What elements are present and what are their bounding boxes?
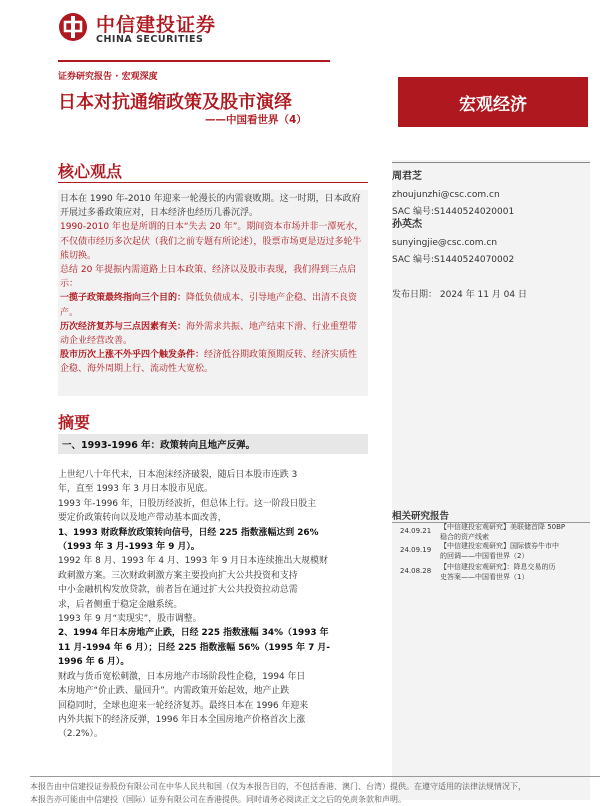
related-item-title <box>440 562 590 582</box>
core-point-2-bold: 历次经济复苏与三点因素有关： <box>60 321 187 332</box>
core-paragraph-3: 总结 20 年提振内需道路上日本政策、经济以及股市表现，我们得到三点启示： <box>60 265 357 290</box>
author-1-name: 周君芝 <box>392 171 422 182</box>
summary-line: 本房地产“价止跌、量回升”。内需政策开始起效，地产止跌 <box>58 686 290 697</box>
summary-line: 上世纪八十年代末，日本泡沫经济破裂，随后日本股市连跌 3 <box>58 470 298 480</box>
summary-line: 中小金融机构发放贷款，前者旨在通过扩大公共投资拉动总需 <box>58 585 298 596</box>
related-item-line: 史答案——中国看世界（1） <box>440 573 529 581</box>
related-item-line: 【中信建投宏观研究】：降息交易的历 <box>440 563 556 571</box>
summary-heading: 摘要 <box>58 413 91 432</box>
summary-line: 年，直至 1993 年 3 月日本股市见底。 <box>58 484 213 495</box>
summary-line: 财政与货币宽松刺激，日本房地产市场阶段性企稳，1994 年日 <box>58 671 306 682</box>
summary-line: 要定价政策转向以及地产带动基本面改善， <box>58 513 227 524</box>
summary-line: 求，后者侧重于稳定金融系统。 <box>58 599 183 610</box>
related-item-line: 的回调——中国看世界（2） <box>440 552 529 560</box>
core-paragraph-2: 1990-2010 年也是所谓的日本“失去 20 年”。期间资本市场并非一潭死水，不仅债市经历多次起伏（我们之前专题有所论述），股票市场更是迈过多轮牛熊切换。 <box>60 222 364 261</box>
summary-line: （1993 年 3 月-1993 年 9 月）。 <box>58 542 200 553</box>
footer-line-2: 本报告亦可能由中信建投（国际）证券有限公司在香港提供。同时请务必阅读正文之后的免责条款和声明。 <box>30 795 406 804</box>
related-item-line: 【中信建投宏观研究】国际债券牛市中 <box>440 542 559 550</box>
report-title: 日本对抗通缩政策及股市演绎 <box>58 92 292 113</box>
summary-line: 2、1994 年日本房地产止跌，日经 225 指数涨幅 34%（1993 年 <box>58 628 329 639</box>
footer-disclaimer <box>30 780 600 806</box>
related-item-line: 【中信建投宏观研究】美联储首降 50BP <box>440 523 566 531</box>
header-divider <box>58 60 330 62</box>
core-point-2 <box>60 320 366 348</box>
core-point-1-bold: 一揽子政策最终指向三个目的： <box>60 293 187 304</box>
core-point-3-bold: 股市历次上涨不外乎四个触发条件： <box>60 350 205 361</box>
core-content <box>60 192 366 377</box>
summary-line: 1996 年 6 月）。 <box>58 657 130 668</box>
core-point-1 <box>60 291 366 319</box>
footer-line-1: 本报告由中信建投证券股份有限公司在中华人民共和国（仅为本报告目的，不包括香港、澳门、台湾）提供。在遵守适用的法律法规情况下， <box>30 782 526 791</box>
summary-body <box>58 468 376 742</box>
summary-line: 1992 年 8 月、1993 年 4 月、1993 年 9 月日本连续推出大规模财 <box>58 556 328 567</box>
summary-line: （2.2%）。 <box>58 729 103 740</box>
category-label: 宏观经济 <box>459 95 527 115</box>
summary-line: 回稳同时，全球也迎来一轮经济复苏。最终日本在 1996 年迎来 <box>58 700 309 711</box>
related-item-date: 24.09.19 <box>400 546 432 554</box>
core-point-3-text: 经济低谷期政策预期反转、经济实质性企稳、海外周期上行、流动性大宽松。 <box>60 350 358 375</box>
logo-cn-text: 中信建投证券 <box>96 14 217 36</box>
related-item-date: 24.09.21 <box>400 527 432 535</box>
related-reports-title: 相关研究报告 <box>392 511 450 522</box>
related-item-line: 稳合的资产线索 <box>440 533 489 541</box>
core-point-2-text: 海外需求共振、地产结束下滑、行业重塑带动企业经营改善。 <box>60 321 358 347</box>
author-2-sac: SAC 编号:S1440524070002 <box>392 255 515 265</box>
logo-en-text: CHINA SECURITIES <box>96 34 204 45</box>
author-2-email[interactable]: sunyingjie@csc.com.cn <box>392 238 498 248</box>
footer-divider <box>30 776 600 777</box>
author-2 <box>392 218 588 267</box>
report-subtitle: ——中国看世界（4） <box>205 114 307 126</box>
report-type: 证券研究报告 · 宏观深度 <box>58 72 158 82</box>
core-paragraph-1: 日本在 1990 年-2010 年迎来一轮漫长的内需衰败期。这一时期，日本政府开展过多番政策应对，日本经济也经历几番沉浮。 <box>60 194 361 219</box>
summary-line: 内外共振下的经济反弹，1996 年日本全国房地产价格首次上涨 <box>58 714 306 725</box>
core-point-3 <box>60 348 366 376</box>
author-1-sac: SAC 编号:S1440524020001 <box>392 207 515 217</box>
author-1-email[interactable]: zhoujunzhi@csc.com.cn <box>392 190 500 200</box>
summary-section-title: 一、1993-1996 年：政策转向且地产反弹。 <box>62 440 256 451</box>
core-heading: 核心观点 <box>58 162 123 181</box>
summary-line: 1、1993 财政释放政策转向信号，日经 225 指数涨幅达到 26% <box>58 527 319 538</box>
author-1 <box>392 170 588 219</box>
related-item-title <box>440 541 590 561</box>
summary-line: 11 月-1994 年 6 月）；日经 225 指数涨幅 56%（1995 年 7 月- <box>58 642 330 653</box>
related-item-date: 24.08.28 <box>400 567 432 575</box>
summary-line: 1993 年-1996 年，日股历经波折，但总体上行。这一阶段日股主 <box>58 498 317 509</box>
related-item-title <box>440 522 590 542</box>
core-point-1-text: 降低负债成本、引导地产企稳、出清不良资产。 <box>60 293 358 318</box>
publish-date: 发布日期： 2024 年 11 月 04 日 <box>392 290 527 300</box>
summary-line: 政刺激方案。三次财政刺激方案主要投向扩大公共投资和支持 <box>58 570 298 581</box>
core-divider <box>58 182 368 183</box>
company-logo-icon <box>58 12 88 42</box>
sidebar-top-line <box>392 162 590 163</box>
summary-line: 1993 年 9 月“卖现实”，股市调整。 <box>58 614 202 625</box>
author-2-name: 孙英杰 <box>392 219 422 230</box>
